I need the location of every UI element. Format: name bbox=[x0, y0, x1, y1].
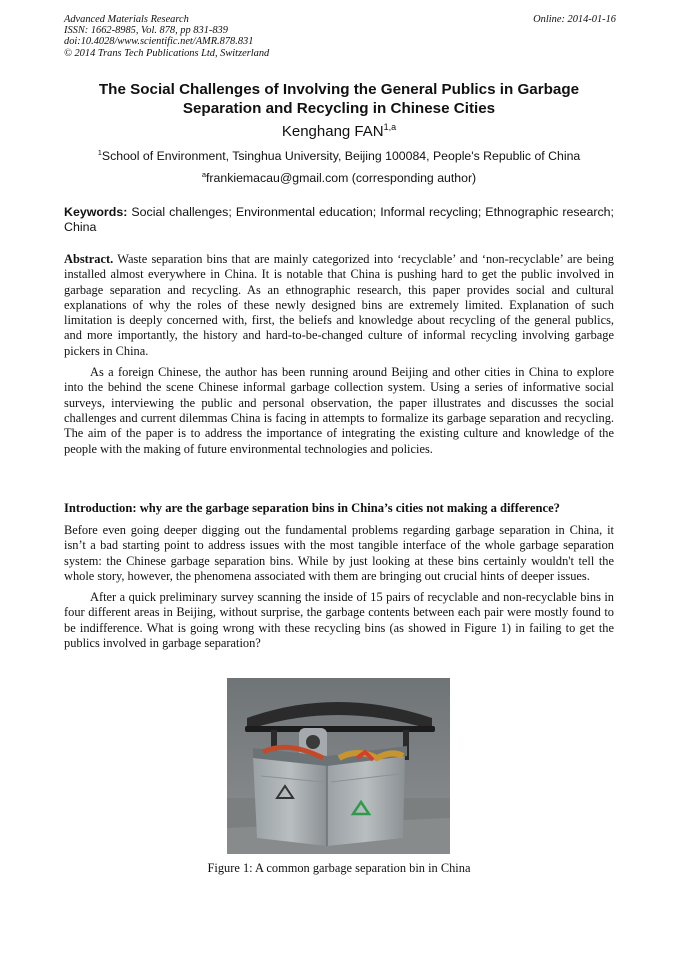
introduction-body bbox=[64, 523, 614, 651]
email-text: frankiemacau@gmail.com (corresponding author) bbox=[206, 171, 477, 186]
email-line bbox=[64, 170, 614, 185]
abstract-paragraph-2: As a foreign Chinese, the author has been running around Beijing and other cities in China to explore into the behind the scene Chinese informal garbage collection system. Using a series of informative social surveys, interviewing the public and personal observation, the paper illustrates and discusses the social challenges and current dilemmas China is facing in attempts to formalize its garbage separation and recycling. The aim of the paper is to address the importance of integrating the existing culture and knowledge of the people with the making of future environmental technologies and policies. bbox=[64, 365, 614, 456]
abstract-paragraph-1 bbox=[64, 252, 614, 359]
author-line bbox=[64, 122, 614, 140]
email-sup: a bbox=[201, 170, 206, 179]
garbage-bin-illustration bbox=[227, 678, 450, 854]
introduction-heading: Introduction: why are the garbage separation bins in China’s cities not making a difference? bbox=[64, 501, 560, 515]
abstract bbox=[64, 252, 614, 457]
paper-title: The Social Challenges of Involving the General Publics in Garbage Separation and Recycling in Chinese Cities bbox=[98, 81, 580, 117]
copyright: © 2014 Trans Tech Publications Ltd, Switzerland bbox=[64, 47, 270, 59]
doi: doi:10.4028/www.scientific.net/AMR.878.831 bbox=[64, 36, 254, 48]
affiliation-text: School of Environment, Tsinghua University, Beijing 100084, People's Republic of China bbox=[101, 149, 581, 164]
author-name: Kenghang FAN bbox=[281, 123, 384, 140]
affiliation-sup: 1 bbox=[97, 148, 102, 157]
issn: ISSN: 1662-8985, Vol. 878, pp 831-839 bbox=[64, 25, 228, 37]
keywords-text: Social challenges; Environmental education; Informal recycling; Ethnographic research; China bbox=[64, 205, 614, 234]
abstract-text-1: Waste separation bins that are mainly categorized into ‘recyclable’ and ‘non-recyclable’ are being installed almost everywhere in China. It is notable that China is pushing hard to get the public involved in garbage separation and recycling. As an ethnographic research, this paper provides social and cultural explanations of why the roles of these newly designed bins are extremely limited. Explanation of such limitation is deeply concerned with, first, the beliefs and knowledge about recycling of the general publics, and more importantly, the history and hard-to-be-changed culture of informal recycling involving garbage pickers in China. bbox=[64, 252, 614, 358]
intro-paragraph-1: Before even going deeper digging out the fundamental problems regarding garbage separation in China, it isn’t a bad starting point to address issues with the most tangible interface of the whole garbage separation system: the Chinese garbage separation bins. While by just looking at these bins certainly wouldn't tell the whole story, however, the phenomena associated with them are bringing out crucial hints of deeper issues. bbox=[64, 523, 614, 583]
online-date: Online: 2014-01-16 bbox=[533, 14, 616, 25]
figure-caption: Figure 1: A common garbage separation bin in China bbox=[207, 861, 471, 875]
affiliation bbox=[64, 148, 614, 163]
abstract-label: Abstract. bbox=[64, 252, 114, 266]
author-sup: 1,a bbox=[383, 122, 397, 132]
keywords-label: Keywords: bbox=[64, 205, 128, 219]
intro-paragraph-2: After a quick preliminary survey scanning the inside of 15 pairs of recyclable and non-recyclable bins in four different areas in Beijing, without surprise, the garbage contents between each pair were mostly found to be indifference. What is going wrong with these recycling bins (as showed in Figure 1) in failing to get the publics involved in garbage separation? bbox=[64, 590, 614, 651]
journal-name: Advanced Materials Research bbox=[64, 14, 189, 25]
journal-header bbox=[64, 14, 616, 59]
garbage-bin-photo bbox=[227, 678, 450, 854]
keywords bbox=[64, 205, 614, 235]
